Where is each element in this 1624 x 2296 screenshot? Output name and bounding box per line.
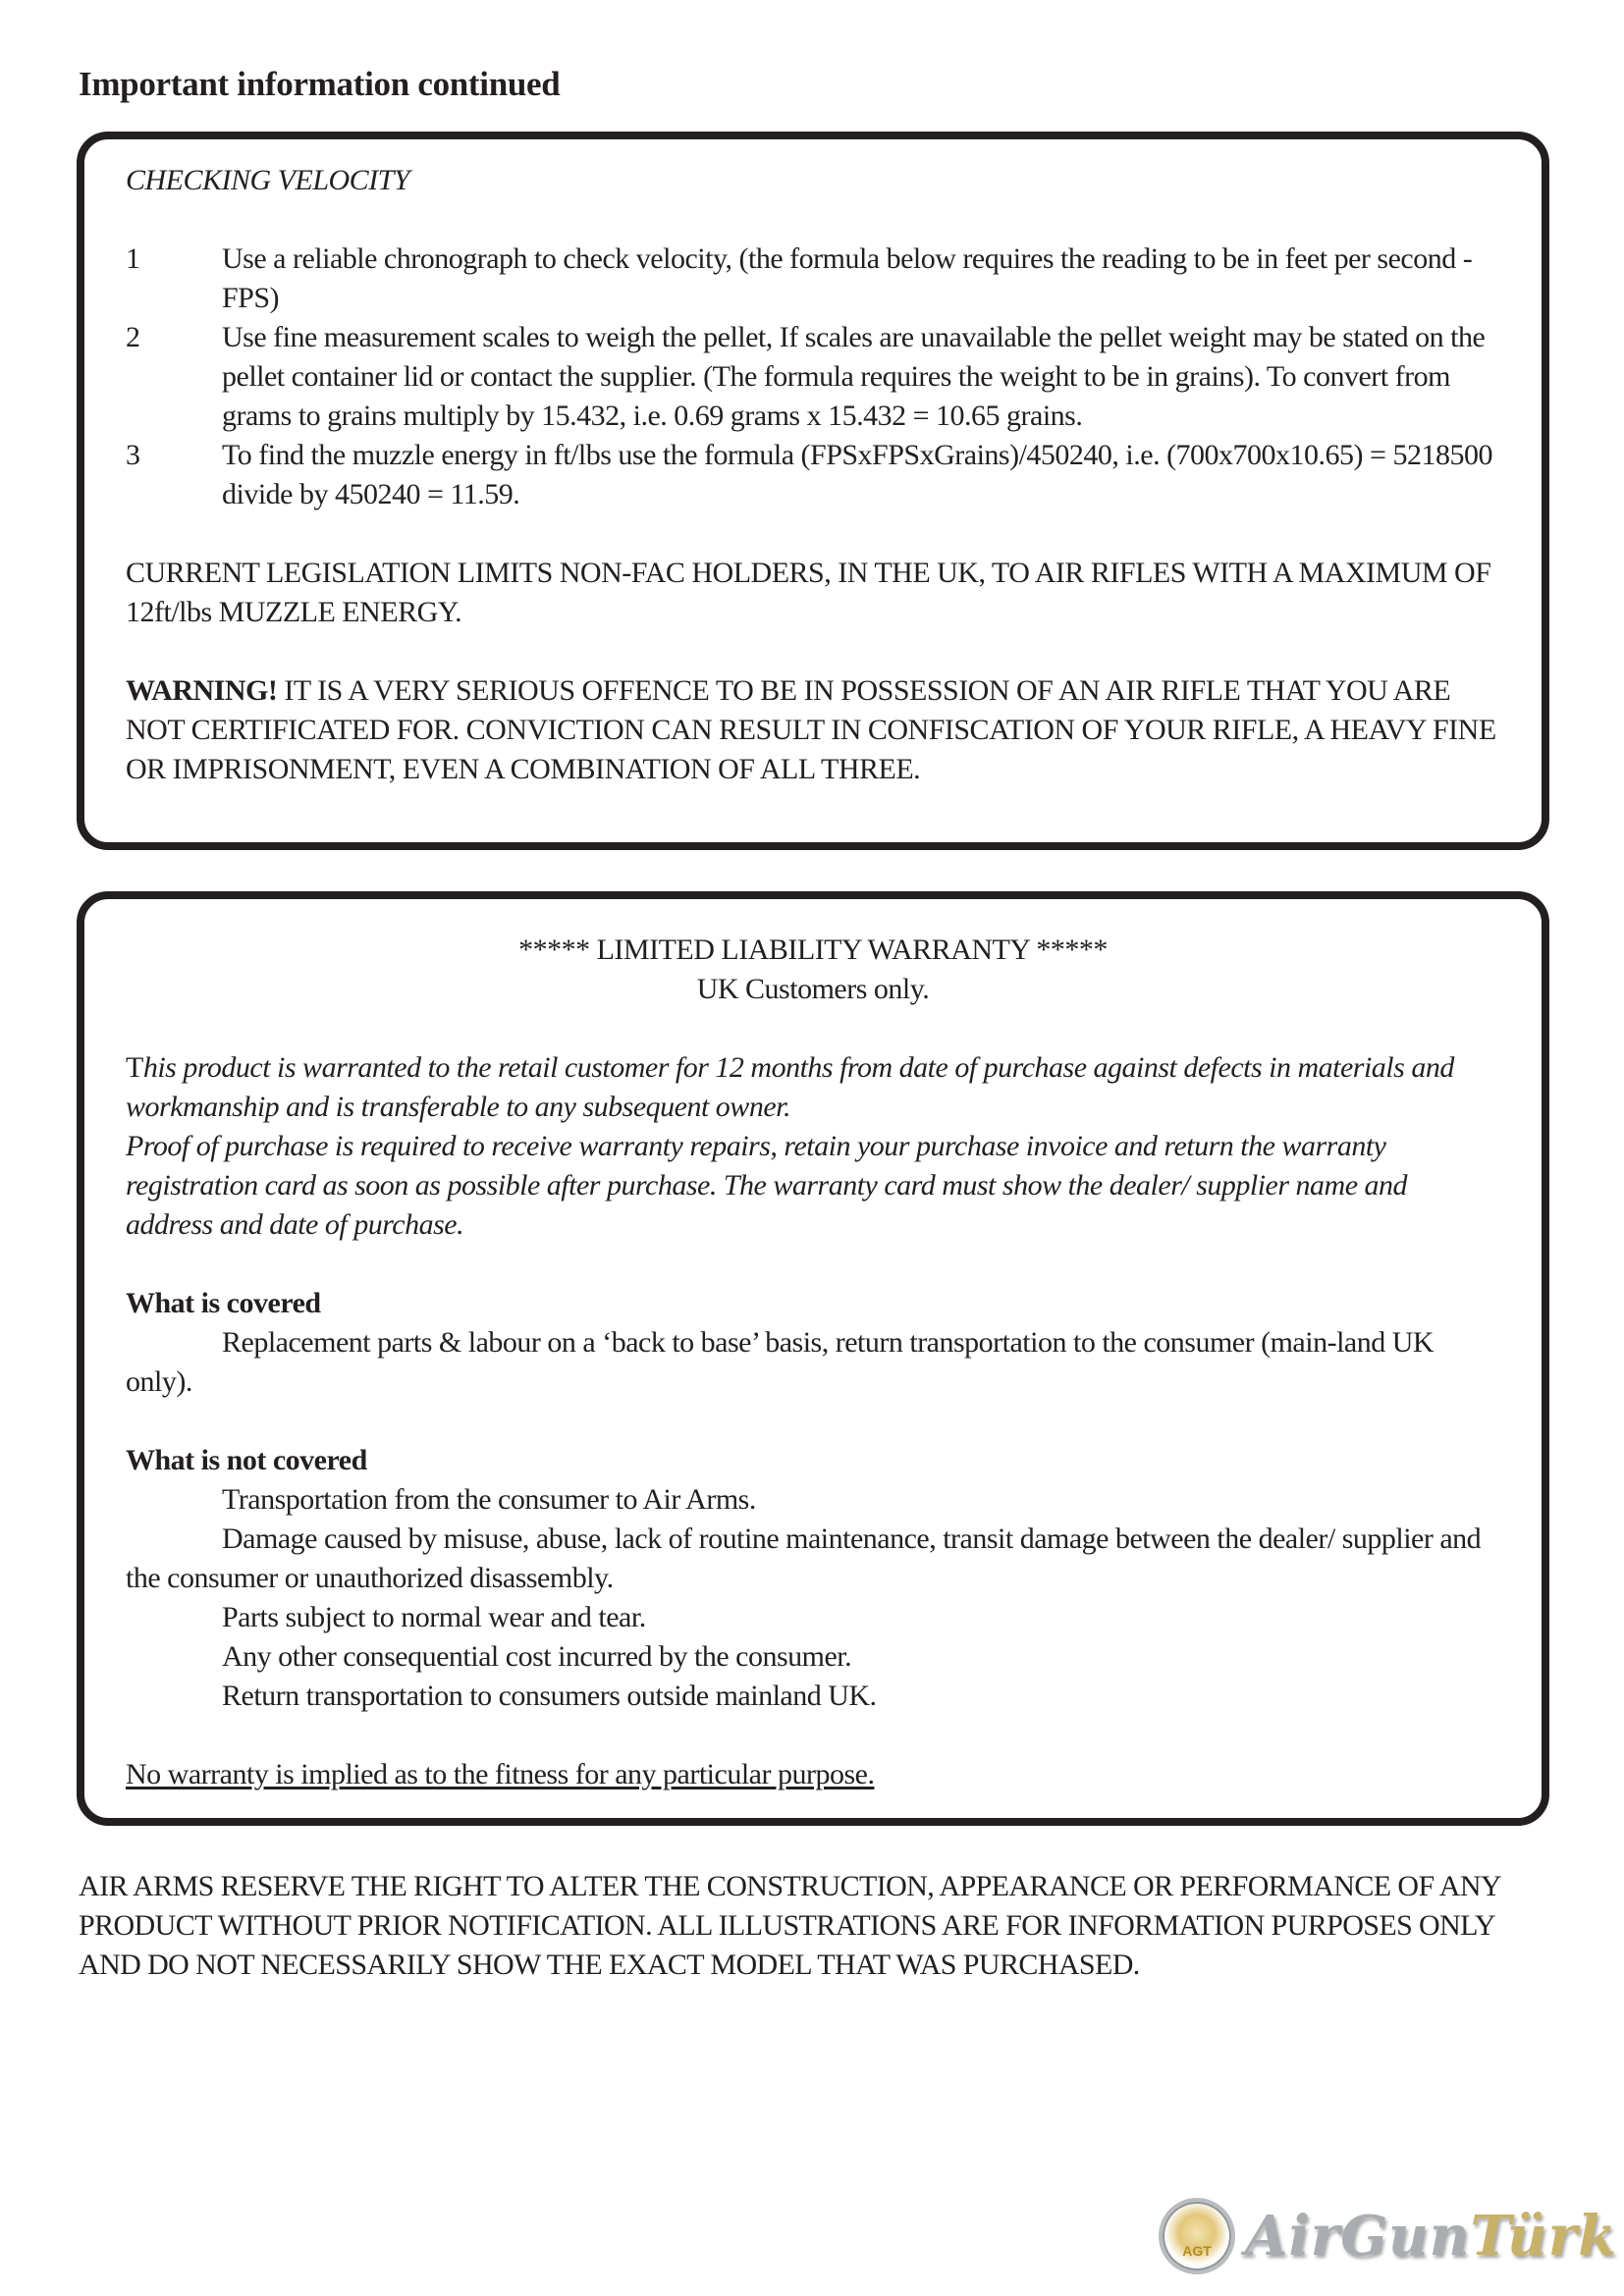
footer-notice: AIR ARMS RESERVE THE RIGHT TO ALTER THE CONSTRUCTION, APPEARANCE OR PERFORMANCE OF ANY PRODUCT WITHOUT PRIOR NOTIFICATION. ALL ILLUSTRATIONS ARE FOR INFORMATION PURPOSES ONLY AND DO NOT NECESSARILY SHOW THE EXACT MODEL THAT WAS PURCHASED. (79, 1870, 1500, 1981)
covered-item: Replacement parts & labour on a ‘back to base’ basis, return transportation to the consumer (main-land UK only). (126, 1326, 1435, 1398)
warning-text: IT IS A VERY SERIOUS OFFENCE TO BE IN POSSESSION OF AN AIR RIFLE THAT YOU ARE NOT CERTIFICATED FOR. CONVICTION CAN RESULT IN CONFISCATION OF YOUR RIFLE, A HEAVY FINE OR IMPRISONMENT, EVEN A COMBINATION OF ALL THREE. (126, 674, 1496, 785)
warranty-title: ***** LIMITED LIABILITY WARRANTY ***** (518, 934, 1108, 966)
not-covered-item: Return transportation to consumers outside mainland UK. (222, 1680, 877, 1712)
warranty-intro (126, 1048, 1500, 1127)
logo-word-part1: AirGun (1245, 2204, 1471, 2269)
warranty-intro-text: his product is warranted to the retail customer for 12 months from date of purchase against defects in materials and workmanship and is transferable to any subsequent owner. (126, 1051, 1454, 1123)
not-covered-item: Any other consequential cost incurred by the consumer. (222, 1640, 852, 1673)
step-number: 2 (126, 321, 140, 353)
warranty-disclaimer: No warranty is implied as to the fitness for any particular purpose. (126, 1758, 875, 1790)
emblem-text: AGT (1182, 2243, 1212, 2259)
logo-wordmark (1245, 2202, 1617, 2270)
step-item (126, 240, 1500, 318)
step-text: To find the muzzle energy in ft/lbs use the formula (FPSxFPSxGrains)/450240, i.e. (700x700x10.65) = 5218500 divide by 450240 = 11.59. (222, 439, 1492, 510)
warranty-intro-initial: T (126, 1051, 143, 1084)
not-covered-item: Damage caused by misuse, abuse, lack of routine maintenance, transit damage between the dealer/ supplier and the consumer or unauthorized disassembly. (126, 1522, 1482, 1594)
not-covered-item: Parts subject to normal wear and tear. (222, 1601, 646, 1633)
step-text: Use fine measurement scales to weigh the pellet, If scales are unavailable the pellet weight may be stated on the pellet container lid or contact the supplier. (The formula requires the weight to be in grains). To convert from grams to grains multiply by 15.432, i.e. 0.69 grams x 15.432 = 10.65 grains. (222, 321, 1486, 432)
step-number: 1 (126, 242, 140, 275)
warning-label: WARNING! (126, 674, 278, 707)
warranty-proof: Proof of purchase is required to receive warranty repairs, retain your purchase invoice and return the warranty registration card as soon as possible after purchase. The warranty card must show the dealer/ supplier name and address and date of purchase. (126, 1130, 1408, 1241)
warranty-subtitle: UK Customers only. (696, 973, 930, 1005)
checking-velocity-box (77, 132, 1549, 850)
warning-notice (126, 671, 1500, 789)
step-text: Use a reliable chronograph to check velocity, (the formula below requires the reading to be in feet per second - FPS) (222, 242, 1473, 314)
step-number: 3 (126, 439, 140, 471)
warranty-box (77, 891, 1549, 1826)
logo-word-part2: Türk (1470, 2204, 1618, 2269)
airgunturk-watermark-logo (1159, 2197, 1620, 2275)
checking-velocity-heading: CHECKING VELOCITY (126, 164, 410, 196)
step-item (126, 436, 1500, 514)
step-item (126, 318, 1500, 436)
not-covered-item: Transportation from the consumer to Air Arms. (222, 1483, 756, 1516)
agt-emblem-icon (1159, 2198, 1235, 2274)
not-covered-heading: What is not covered (126, 1444, 367, 1476)
covered-heading: What is covered (126, 1287, 321, 1319)
legislation-notice: CURRENT LEGISLATION LIMITS NON-FAC HOLDERS, IN THE UK, TO AIR RIFLES WITH A MAXIMUM OF 12ft/lbs MUZZLE ENERGY. (126, 557, 1491, 628)
page-title: Important information continued (79, 65, 561, 103)
